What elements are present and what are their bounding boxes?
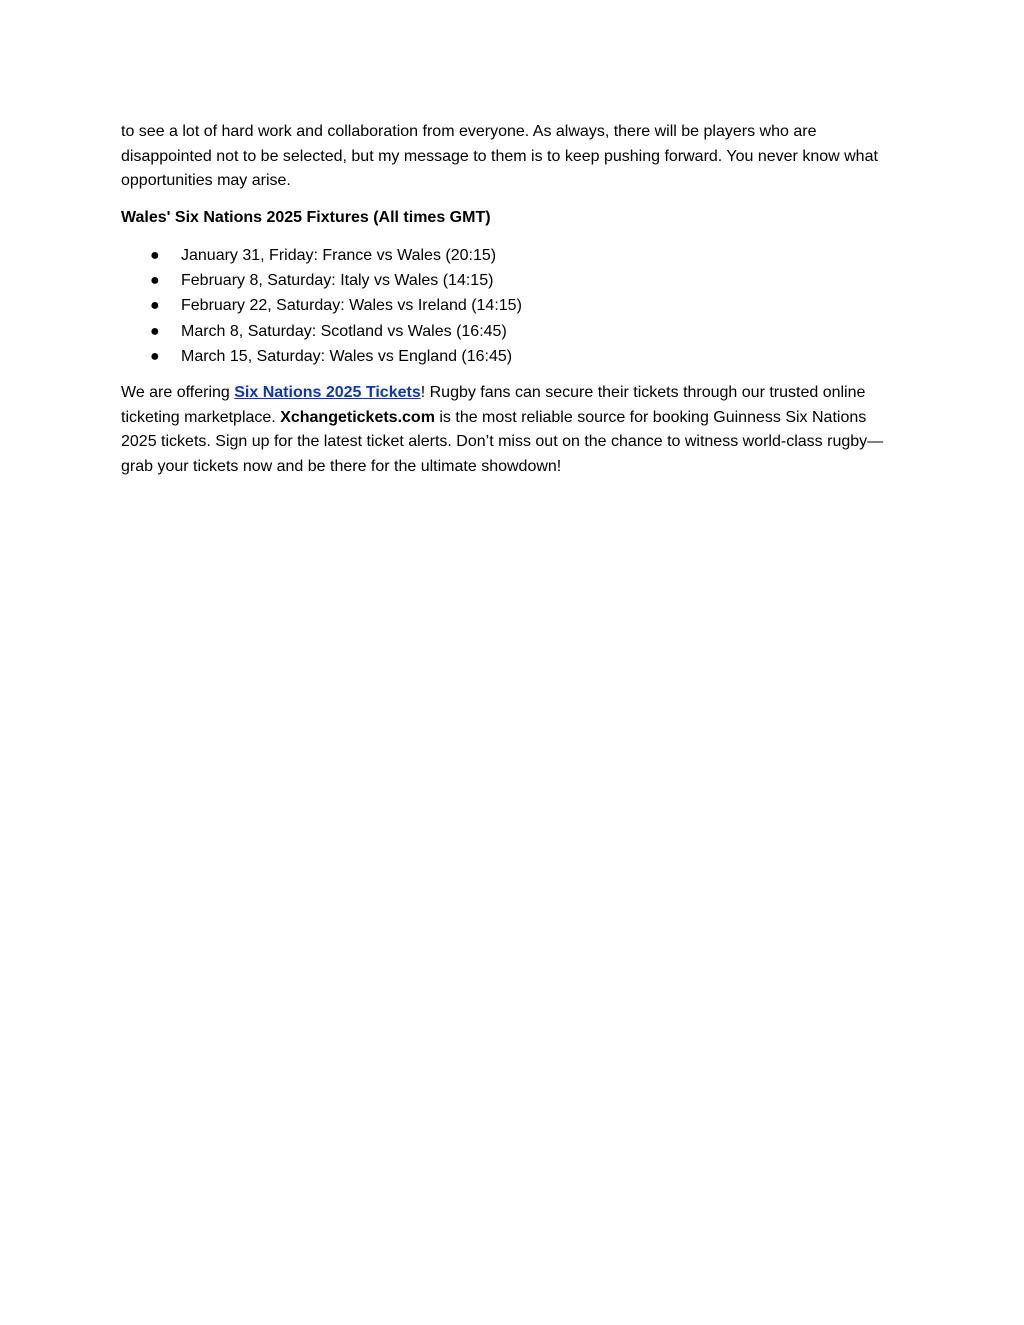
fixture-text: January 31, Friday: France vs Wales (20:15): [181, 247, 497, 264]
list-item: [121, 319, 901, 344]
offer-text-before-link: We are offering: [121, 384, 235, 402]
offer-text-after-brand: is the most reliable source for booking Guinness Six Nations 2025 tickets. Sign up for the latest ticket alerts. Don’t miss out on the chance to witness world-class rugby—grab your tickets now and be there for the ultimate showdown!: [121, 408, 884, 475]
fixture-text: February 22, Saturday: Wales vs Ireland (14:15): [181, 297, 522, 315]
fixtures-heading: Wales' Six Nations 2025 Fixtures (All times GMT): [121, 208, 491, 226]
bullet-icon: ●: [150, 347, 160, 365]
fixture-text: February 8, Saturday: Italy vs Wales (14:15): [181, 272, 494, 290]
list-item: [121, 293, 901, 318]
list-item: [121, 344, 901, 369]
bullet-icon: ●: [150, 272, 160, 290]
offer-paragraph: [121, 381, 901, 479]
document-page: [121, 120, 901, 479]
brand-name: Xchangetickets.com: [280, 408, 435, 426]
bullet-icon: ●: [150, 297, 160, 315]
bullet-icon: ●: [150, 247, 160, 264]
bullet-icon: ●: [150, 322, 160, 340]
list-item: [121, 243, 901, 268]
fixtures-list: [121, 243, 901, 369]
intro-paragraph: to see a lot of hard work and collaboration from everyone. As always, there will be players who are disappointed not to be selected, but my message to them is to keep pushing forward. You never know what opportunities may arise.: [121, 123, 878, 189]
fixture-text: March 15, Saturday: Wales vs England (16:45): [181, 347, 513, 365]
offer-text-after-link: ! Rugby fans can secure their tickets through our trusted online ticketing marketplace.: [121, 384, 866, 426]
list-item: [121, 268, 901, 293]
six-nations-tickets-link[interactable]: Six Nations 2025 Tickets: [234, 384, 421, 402]
fixture-text: March 8, Saturday: Scotland vs Wales (16:45): [181, 322, 507, 340]
